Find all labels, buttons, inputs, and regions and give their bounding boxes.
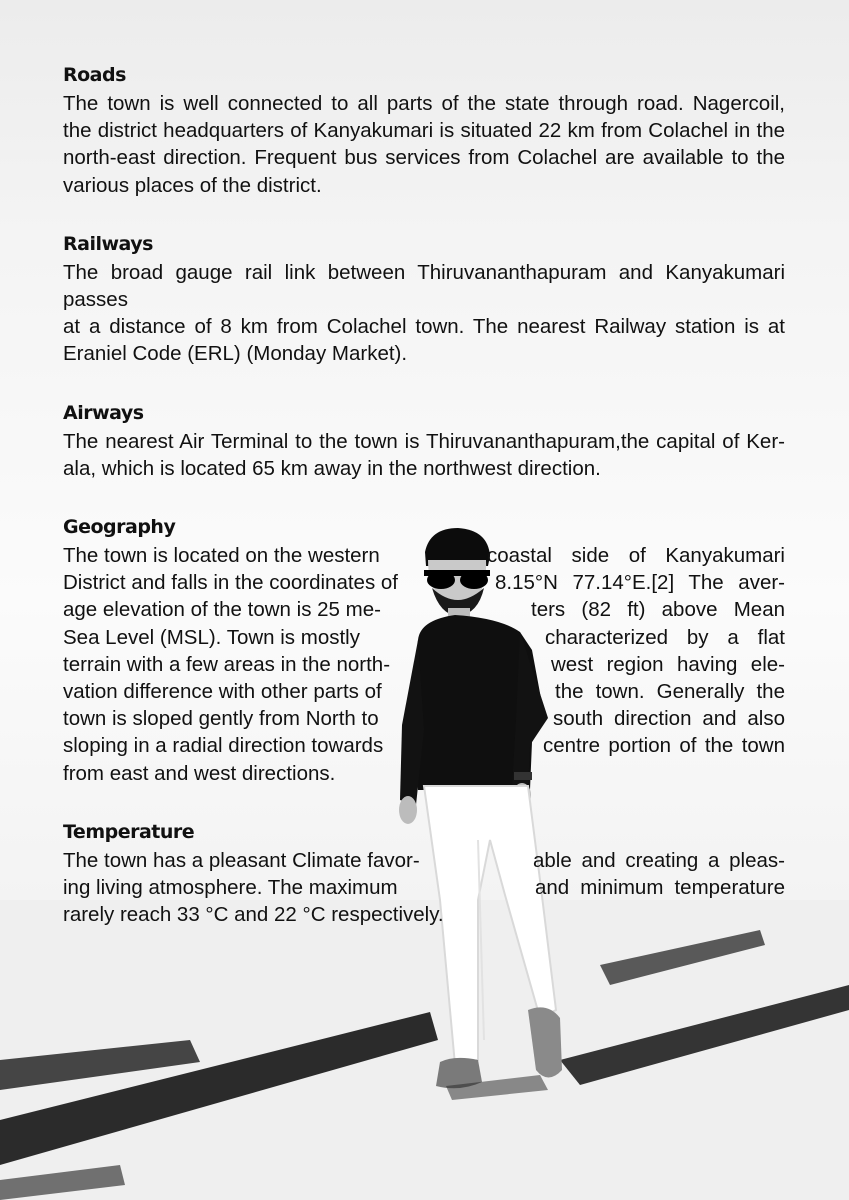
split-text-line <box>63 678 785 705</box>
text-line: north-east direction. Frequent bus services from Colachel are available to the <box>63 146 785 170</box>
line-left: terrain with a few areas in the north- <box>63 652 391 676</box>
section-roads <box>63 60 785 199</box>
split-text-line <box>63 651 785 678</box>
text-line: from east and west directions. <box>63 761 336 785</box>
line-left: Sea Level (MSL). Town is mostly <box>63 625 360 649</box>
split-text-line <box>63 847 785 874</box>
text-line: ala, which is located 65 km away in the northwest direction. <box>63 456 601 480</box>
line-left: age elevation of the town is 25 me- <box>63 598 381 622</box>
split-text-line <box>63 624 785 651</box>
split-text-line <box>63 542 785 569</box>
line-right: 8.15°N 77.14°E.[2] The aver- <box>495 571 785 595</box>
line-left: District and falls in the coordinates of <box>63 571 398 595</box>
line-right: the town. Generally the <box>555 680 785 704</box>
split-text-line <box>63 569 785 596</box>
section-temperature <box>63 817 785 929</box>
section-heading: Geography <box>63 516 176 539</box>
section-heading: Railways <box>63 232 153 255</box>
section-heading: Airways <box>63 401 144 424</box>
line-right: coastal side of Kanyakumari <box>487 544 785 568</box>
line-right: and minimum temperature <box>535 876 785 900</box>
text-line: the district headquarters of Kanyakumari is situated 22 km from Colachel in the <box>63 119 785 143</box>
text-line: at a distance of 8 km from Colachel town. The nearest Railway station is at <box>63 315 785 339</box>
split-text-line <box>63 874 785 901</box>
line-left: town is sloped gently from North to <box>63 707 379 731</box>
section-railways <box>63 229 785 368</box>
line-left: vation difference with other parts of <box>63 680 382 704</box>
section-airways <box>63 398 785 482</box>
line-left: sloping in a radial direction towards <box>63 734 384 758</box>
line-right: centre portion of the town <box>543 734 785 758</box>
line-right: south direction and also <box>553 707 785 731</box>
text-line: Eraniel Code (ERL) (Monday Market). <box>63 342 408 366</box>
split-text-line <box>63 596 785 623</box>
split-text-line <box>63 732 785 759</box>
line-left: The town has a pleasant Climate favor- <box>63 848 420 872</box>
line-right: ters (82 ft) above Mean <box>531 598 785 622</box>
section-heading: Roads <box>63 64 126 86</box>
text-line: various places of the district. <box>63 173 322 197</box>
text-line: rarely reach 33 °C and 22 °C respectively. <box>63 903 444 927</box>
line-left: The town is located on the western <box>63 544 380 568</box>
split-text-line <box>63 705 785 732</box>
line-right: west region having ele- <box>551 652 785 676</box>
section-heading: Temperature <box>63 820 195 843</box>
line-right: able and creating a pleas- <box>533 848 785 872</box>
line-left: ing living atmosphere. The maximum <box>63 876 398 900</box>
text-line: The broad gauge rail link between Thiruvananthapuram and Kanyakumari passes <box>63 260 785 312</box>
section-geography <box>63 512 785 787</box>
line-right: characterized by a flat <box>545 625 785 649</box>
document-body <box>63 60 785 928</box>
text-line: The town is well connected to all parts of the state through road. Nagercoil, <box>63 92 785 115</box>
text-line: The nearest Air Terminal to the town is Thiruvananthapuram,the capital of Ker- <box>63 429 785 453</box>
